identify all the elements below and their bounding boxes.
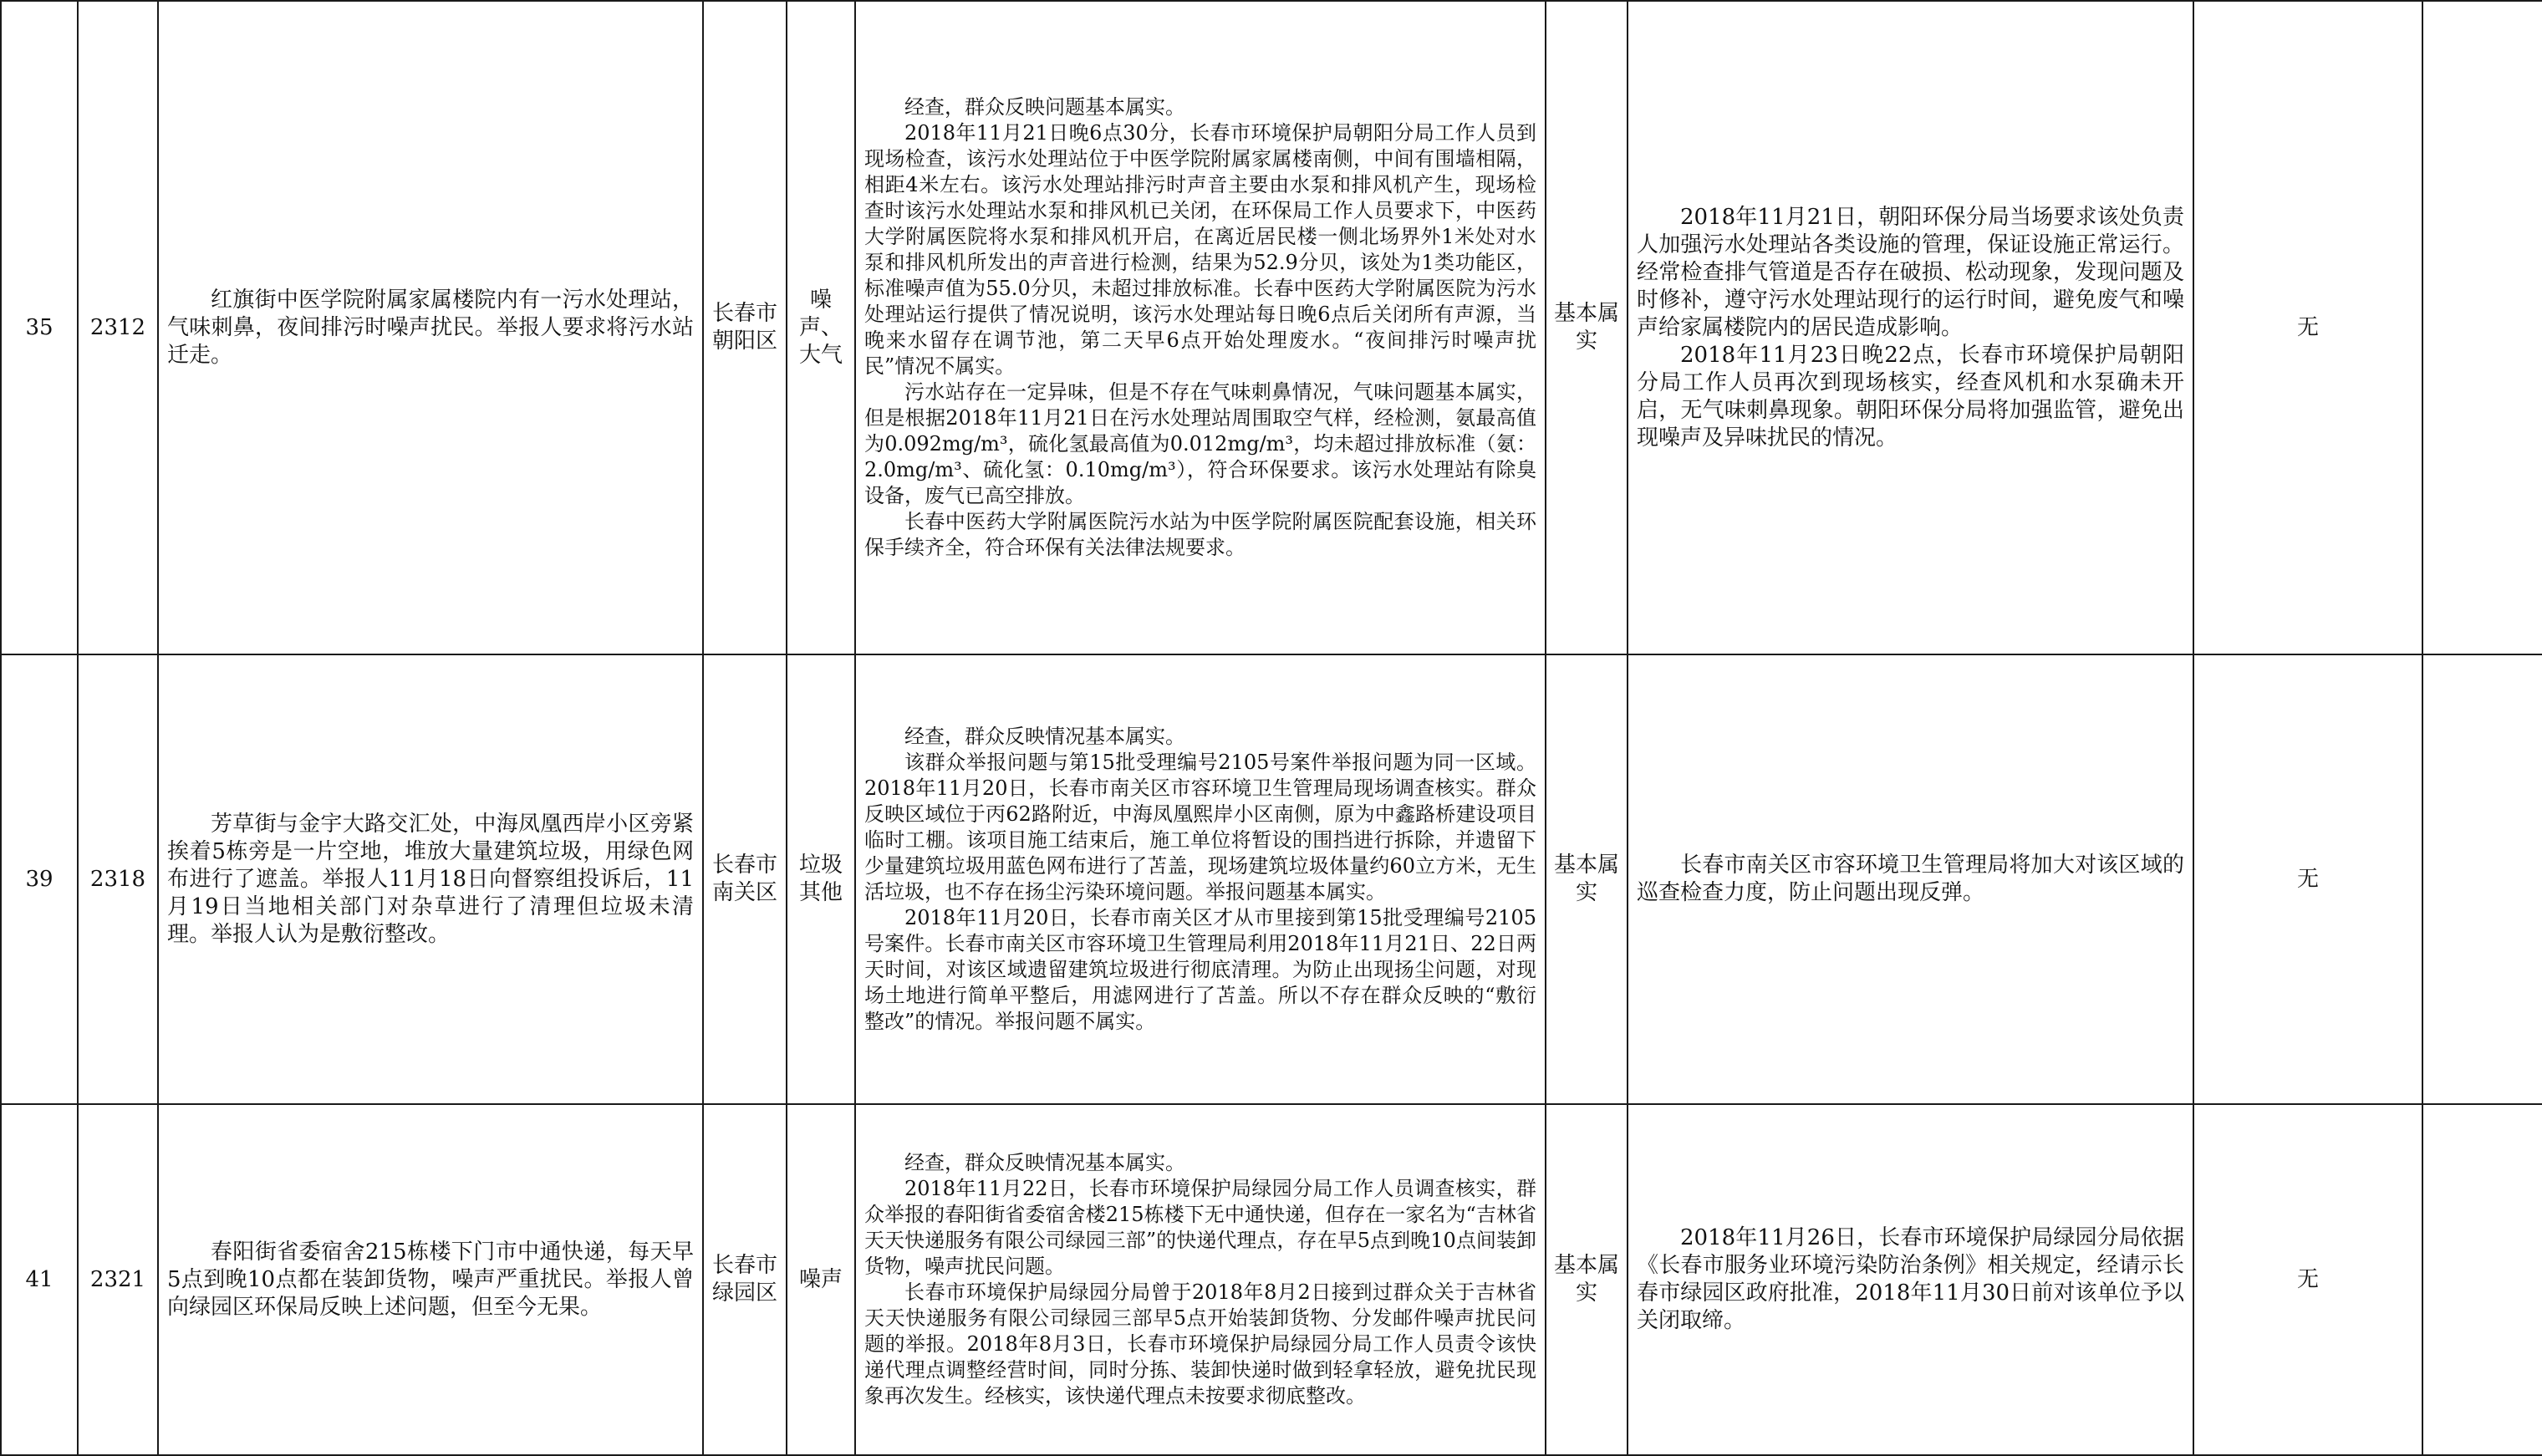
complaint-text: 红旗街中医学院附属家属楼院内有一污水处理站，气味刺鼻，夜间排污时噪声扰民。举报人要求将污水站迁走。 [167, 287, 694, 368]
investigation-paragraph: 污水站存在一定异味，但是不存在气味刺鼻情况，气味问题基本属实，但是根据2018年11月21日在污水处理站周围取空气样，经检测，氨最高值为0.092mg/m³，硫化氢最高值为0.012mg/m³，均未超过排放标准（氨：2.0mg/m³、硫化氢：0.10mg/m³），符合环保要求。该污水处理站有除臭设备，废气已高空排放。 [864, 380, 1536, 507]
pollution-type-cell: 垃圾其他 [787, 654, 855, 1104]
handling-cell [1628, 1, 2193, 654]
pollution-type-cell: 噪声 [787, 1104, 855, 1455]
verdict-cell: 基本属实 [1546, 1, 1628, 654]
investigation-paragraph: 2018年11月20日，长春市南关区才从市里接到第15批受理编号2105号案件。长春市南关区市容环境卫生管理局利用2018年11月21日、22日两天时间，对该区域遗留建筑垃圾进行彻底清理。为防止出现扬尘问题，对现场土地进行简单平整后，用滤网进行了苫盖。所以不存在群众反映的“敷衍整改”的情况。举报问题不属实。 [864, 906, 1536, 1033]
district-cell: 长春市朝阳区 [703, 1, 787, 654]
pollution-type-cell: 噪声、大气 [787, 1, 855, 654]
accountability-cell: 无 [2193, 654, 2422, 1104]
handling-cell [1628, 1104, 2193, 1455]
seq-cell: 39 [1, 654, 78, 1104]
accountability-cell: 无 [2193, 1104, 2422, 1455]
remark-cell [2422, 654, 2542, 1104]
table-row [1, 1104, 2542, 1455]
complaint-text: 芳草街与金宇大路交汇处，中海凤凰西岸小区旁紧挨着5栋旁是一片空地，堆放大量建筑垃圾，用绿色网布进行了遮盖。举报人11月18日向督察组投诉后，11月19日当地相关部门对杂草进行了清理但垃圾未清理。举报人认为是敷衍整改。 [167, 811, 694, 947]
investigation-paragraph: 该群众举报问题与第15批受理编号2105号案件举报问题为同一区域。2018年11月20日，长春市南关区市容环境卫生管理局现场调查核实。群众反映区域位于丙62路附近，中海凤凰熙岸小区南侧，原为中鑫路桥建设项目临时工棚。该项目施工结束后，施工单位将暂设的围挡进行拆除，并遗留下少量建筑垃圾用蓝色网布进行了苫盖，现场建筑垃圾体量约60立方米，无生活垃圾，也不存在扬尘污染环境问题。举报问题基本属实。 [864, 751, 1536, 904]
remark-cell [2422, 1104, 2542, 1455]
case-number-cell: 2312 [78, 1, 158, 654]
handling-paragraph: 2018年11月26日，长春市环境保护局绿园分局依据《长春市服务业环境污染防治条例》相关规定，经请示长春市绿园区政府批准，2018年11月30日前对该单位予以关闭取缔。 [1637, 1225, 2184, 1333]
remark-cell [2422, 1, 2542, 654]
handling-paragraph: 长春市南关区市容环境卫生管理局将加大对该区域的巡查检查力度，防止问题出现反弹。 [1637, 853, 2184, 905]
district-cell: 长春市绿园区 [703, 1104, 787, 1455]
investigation-paragraph: 经查，群众反映情况基本属实。 [904, 1151, 1185, 1174]
complaint-cell [158, 1104, 703, 1455]
case-number-cell: 2318 [78, 654, 158, 1104]
case-number-cell: 2321 [78, 1104, 158, 1455]
table-row [1, 1, 2542, 654]
handling-paragraph: 2018年11月23日晚22点，长春市环境保护局朝阳分局工作人员再次到现场核实，经查风机和水泵确未开启，无气味刺鼻现象。朝阳环保分局将加强监管，避免出现噪声及异味扰民的情况。 [1637, 342, 2184, 451]
handling-cell [1628, 654, 2193, 1104]
verdict-cell: 基本属实 [1546, 1104, 1628, 1455]
complaint-cell [158, 654, 703, 1104]
investigation-cell [855, 654, 1546, 1104]
seq-cell: 35 [1, 1, 78, 654]
complaint-text: 春阳街省委宿舍215栋楼下门市中通快递，每天早5点到晚10点都在装卸货物，噪声严重扰民。举报人曾向绿园区环保局反映上述问题，但至今无果。 [167, 1239, 694, 1320]
investigation-paragraph: 经查，群众反映情况基本属实。 [904, 725, 1185, 748]
handling-paragraph: 2018年11月21日，朝阳环保分局当场要求该处负责人加强污水处理站各类设施的管理，保证设施正常运行。经常检查排气管道是否存在破损、松动现象，发现问题及时修补，遵守污水处理站现行的运行时间，避免废气和噪声给家属楼院内的居民造成影响。 [1637, 204, 2184, 340]
investigation-cell [855, 1, 1546, 654]
investigation-cell [855, 1104, 1546, 1455]
table-row [1, 654, 2542, 1104]
investigation-paragraph: 经查，群众反映问题基本属实。 [904, 95, 1185, 119]
accountability-cell: 无 [2193, 1, 2422, 654]
complaint-cell [158, 1, 703, 654]
district-cell: 长春市南关区 [703, 654, 787, 1104]
seq-cell: 41 [1, 1104, 78, 1455]
investigation-paragraph: 2018年11月22日，长春市环境保护局绿园分局工作人员调查核实，群众举报的春阳街省委宿舍楼215栋楼下无中通快递，但存在一家名为“吉林省天天快递服务有限公司绿园三部”的快递代理点，存在早5点到晚10点间装卸货物，噪声扰民问题。 [864, 1177, 1536, 1278]
investigation-paragraph: 2018年11月21日晚6点30分，长春市环境保护局朝阳分局工作人员到现场检查，该污水处理站位于中医学院附属家属楼南侧，中间有围墙相隔，相距4米左右。该污水处理站排污时声音主要由水泵和排风机产生，现场检查时该污水处理站水泵和排风机已关闭，在环保局工作人员要求下，中医药大学附属医院将水泵和排风机开启，在离近居民楼一侧北场界外1米处对水泵和排风机所发出的声音进行检测，结果为52.9分贝，该处为1类功能区，标准噪声值为55.0分贝，未超过排放标准。长春中医药大学附属医院为污水处理站运行提供了情况说明，该污水处理站每日晚6点后关闭所有声源，当晚来水留存在调节池，第二天早6点开始处理废水。“夜间排污时噪声扰民”情况不属实。 [864, 121, 1536, 378]
verdict-cell: 基本属实 [1546, 654, 1628, 1104]
investigation-paragraph: 长春市环境保护局绿园分局曾于2018年8月2日接到过群众关于吉林省天天快递服务有限公司绿园三部早5点开始装卸货物、分发邮件噪声扰民问题的举报。2018年8月3日，长春市环境保护局绿园分局工作人员责令该快递代理点调整经营时间，同时分拣、装卸快递时做到轻拿轻放，避免扰民现象再次发生。经核实，该快递代理点未按要求彻底整改。 [864, 1280, 1536, 1408]
investigation-paragraph: 长春中医药大学附属医院污水站为中医学院附属医院配套设施，相关环保手续齐全，符合环保有关法律法规要求。 [864, 510, 1536, 559]
